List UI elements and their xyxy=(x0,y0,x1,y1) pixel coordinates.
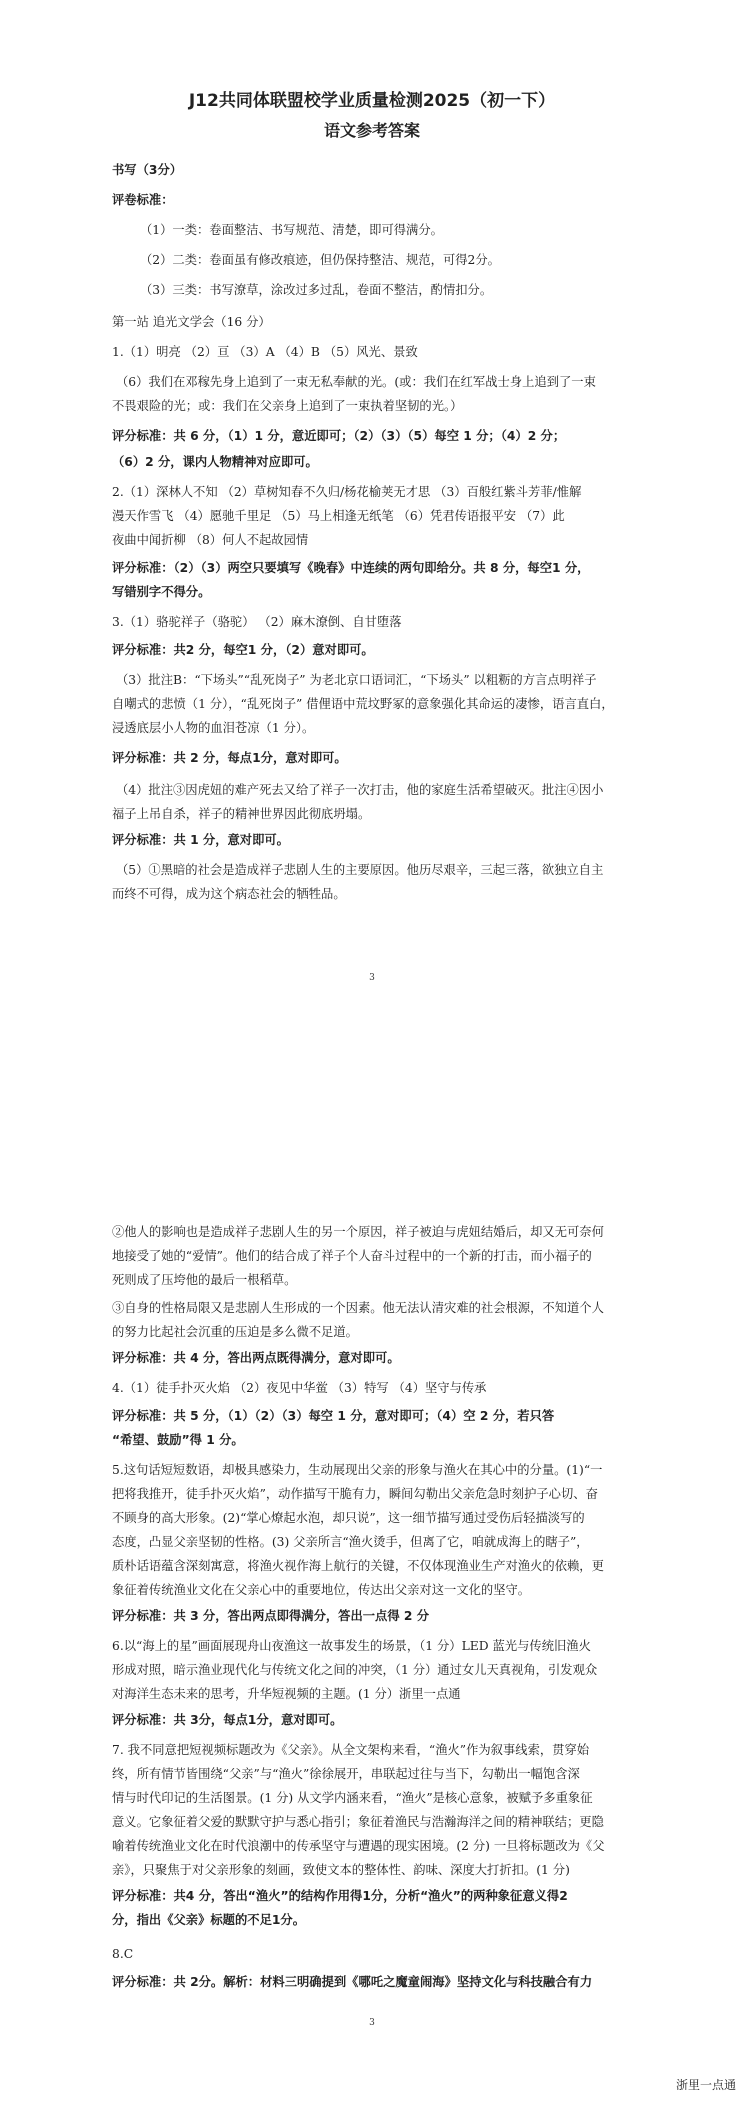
answer-line: 而终不可得，成为这个病态社会的牺牲品。 xyxy=(112,887,346,901)
answer-line: 意义。它象征着父爱的默默守护与悉心指引；象征着渔民与浩瀚海洋之间的精神联结；更隐 xyxy=(112,1815,604,1829)
answer-line: 形成对照，暗示渔业现代化与传统文化之间的冲突，（1 分）通过女儿天真视角，引发观众 xyxy=(112,1663,598,1677)
page-number: 3 xyxy=(369,973,375,983)
scoring-line: 评分标准：（2）（3）两空只要填写《晚春》中连续的两句即给分。共 8 分，每空1 分， xyxy=(112,561,590,575)
answer-line: 第一站 追光文学会（16 分） xyxy=(112,315,271,329)
scoring-line: 评分标准：共 5 分，（1）（2）（3）每空 1 分，意对即可；（4）空 2 分，若只答 xyxy=(112,1409,555,1423)
answer-line: 不顾身的高大形象。(2)“掌心燎起水泡，却只说”，这一细节描写通过受伤后轻描淡写的 xyxy=(112,1511,585,1525)
answer-line: 夜曲中闻折柳 （8）何人不起故园情 xyxy=(112,533,309,547)
answer-line: （1）一类：卷面整洁、书写规范、清楚，即可得满分。 xyxy=(140,223,443,237)
answer-line: 5.这句话短短数语，却极具感染力，生动展现出父亲的形象与渔火在其心中的分量。(1)“一 xyxy=(112,1463,603,1477)
answer-line: （4）批注③因虎妞的难产死去又给了祥子一次打击，他的家庭生活希望破灭。批注④因小 xyxy=(116,783,604,797)
answer-line: （2）二类：卷面虽有修改痕迹，但仍保持整洁、规范，可得2分。 xyxy=(140,253,500,267)
answer-line: 死则成了压垮他的最后一根稻草。 xyxy=(112,1273,297,1287)
answer-line: 对海洋生态未来的思考，升华短视频的主题。(1 分）浙里一点通 xyxy=(112,1687,461,1701)
answer-line: 的努力比起社会沉重的压迫是多么微不足道。 xyxy=(112,1325,358,1339)
answer-page-2 xyxy=(0,1120,744,2104)
answer-line: 情与时代印记的生活图景。(1 分) 从文学内涵来看，“渔火”是核心意象，被赋予多重象征 xyxy=(112,1791,593,1805)
answer-line: 不畏艰险的光；或：我们在父亲身上追到了一束执着坚韧的光。） xyxy=(112,399,463,413)
answer-line: 浸透底层小人物的血泪苍凉（1 分）。 xyxy=(112,721,315,735)
answer-line: 漫天作雪飞 （4）愿驰千里足 （5）马上相逢无纸笔 （6）凭君传语报平安 （7）此 xyxy=(112,509,565,523)
answer-line: 4.（1）徒手扑灭火焰 （2）夜见中华鲎 （3）特写 （4）坚守与传承 xyxy=(112,1381,487,1395)
answer-line: 6.以“海上的星”画面展现舟山夜渔这一故事发生的场景，（1 分）LED 蓝光与传统旧渔火 xyxy=(112,1639,591,1653)
page-gap xyxy=(0,1010,744,1120)
scoring-line: 评分标准：共 1 分，意对即可。 xyxy=(112,833,289,847)
answer-line: 喻着传统渔业文化在时代浪潮中的传承坚守与遭遇的现实困境。(2 分) 一旦将标题改为《父 xyxy=(112,1839,605,1853)
page-number: 3 xyxy=(369,2018,375,2028)
scoring-line: 书写（3分） xyxy=(112,163,183,177)
document-title: J12共同体联盟校学业质量检测2025（初一下） xyxy=(188,91,556,111)
answer-line: （3）批注B：“下场头”“乱死岗子” 为老北京口语词汇，“下场头” 以粗粝的方言点明祥子 xyxy=(116,673,597,687)
scoring-line: 写错别字不得分。 xyxy=(112,585,211,599)
answer-line: 7. 我不同意把短视频标题改为《父亲》。从全文架构来看，“渔火”作为叙事线索，贯穿始 xyxy=(112,1743,590,1757)
scoring-line: 评分标准：共 3分，每点1分，意对即可。 xyxy=(112,1713,343,1727)
watermark-text: 浙里一点通 xyxy=(675,2078,736,2092)
scoring-line: “希望、鼓励”得 1 分。 xyxy=(112,1433,244,1447)
answer-line: 亲》，只聚焦于对父亲形象的刻画，致使文本的整体性、韵味、深度大打折扣。(1 分) xyxy=(112,1863,570,1877)
scoring-line: 评分标准：共4 分，答出“渔火”的结构作用得1分，分析“渔火”的两种象征意义得2 xyxy=(112,1889,568,1903)
scoring-line: 评分标准：共2 分，每空1 分，（2）意对即可。 xyxy=(112,643,374,657)
answer-line: 8.C xyxy=(112,1947,134,1961)
answer-line: ③自身的性格局限又是悲剧人生形成的一个因素。他无法认清灾难的社会根源，不知道个人 xyxy=(112,1301,604,1315)
answer-line: 地接受了她的“爱情”。他们的结合成了祥子个人奋斗过程中的一个新的打击，而小福子的 xyxy=(112,1249,592,1263)
answer-line: 态度，凸显父亲坚韧的性格。(3) 父亲所言“渔火烫手，但离了它，咱就成海上的瞎子”， xyxy=(112,1535,589,1549)
answer-line: 1.（1）明亮 （2）亘 （3）A （4）B （5）风光、景致 xyxy=(112,345,418,359)
answer-line: 终，所有情节皆围绕“父亲”与“渔火”徐徐展开，串联起过往与当下，勾勒出一幅饱含深 xyxy=(112,1767,580,1781)
scoring-line: 评分标准：共 4 分，答出两点既得满分，意对即可。 xyxy=(112,1351,400,1365)
answer-line: 象征着传统渔业文化在父亲心中的重要地位，传达出父亲对这一文化的坚守。 xyxy=(112,1583,531,1597)
scoring-line: 评分标准：共 2 分，每点1分，意对即可。 xyxy=(112,751,347,765)
answer-line: ②他人的影响也是造成祥子悲剧人生的另一个原因，祥子被迫与虎妞结婚后，却又无可奈何 xyxy=(112,1225,604,1239)
answer-page-1 xyxy=(0,0,744,1010)
scoring-line: 分，指出《父亲》标题的不足1分。 xyxy=(112,1913,306,1927)
answer-line: 把将我推开，徒手扑灭火焰”，动作描写干脆有力，瞬间勾勒出父亲危急时刻护子心切、奋 xyxy=(112,1487,598,1501)
scoring-line: （6）2 分，课内人物精神对应即可。 xyxy=(112,455,318,469)
answer-line: （3）三类：书写潦草，涂改过多过乱，卷面不整洁，酌情扣分。 xyxy=(140,283,493,297)
scoring-line: 评卷标准： xyxy=(112,193,174,207)
answer-line: 2.（1）深林人不知 （2）草树知春不久归/杨花榆荚无才思 （3）百般红紫斗芳菲/惟解 xyxy=(112,485,582,499)
answer-line: （5）①黑暗的社会是造成祥子悲剧人生的主要原因。他历尽艰辛，三起三落，欲独立自主 xyxy=(116,863,604,877)
answer-line: （6）我们在邓稼先身上追到了一束无私奉献的光。(或：我们在红军战士身上追到了一束 xyxy=(116,375,596,389)
answer-line: 福子上吊自杀，祥子的精神世界因此彻底坍塌。 xyxy=(112,807,371,821)
scoring-line: 评分标准：共 6 分，（1）1 分，意近即可；（2）（3）（5）每空 1 分；（4）2 分； xyxy=(112,429,566,443)
document-subtitle: 语文参考答案 xyxy=(323,121,420,140)
answer-line: 质朴话语蕴含深刻寓意，将渔火视作海上航行的关键，不仅体现渔业生产对渔火的依赖，更 xyxy=(112,1559,604,1573)
answer-line: 自嘲式的悲愤（1 分），“乱死岗子” 借俚语中荒坟野冢的意象强化其命运的凄惨，语言直白， xyxy=(112,697,614,711)
answer-line: 3.（1）骆驼祥子（骆驼） （2）麻木潦倒、自甘堕落 xyxy=(112,615,402,629)
scoring-line: 评分标准：共 3 分，答出两点即得满分，答出一点得 2 分 xyxy=(112,1609,430,1623)
scoring-line: 评分标准：共 2分。解析：材料三明确提到《哪吒之魔童闹海》坚持文化与科技融合有力 xyxy=(112,1975,593,1989)
